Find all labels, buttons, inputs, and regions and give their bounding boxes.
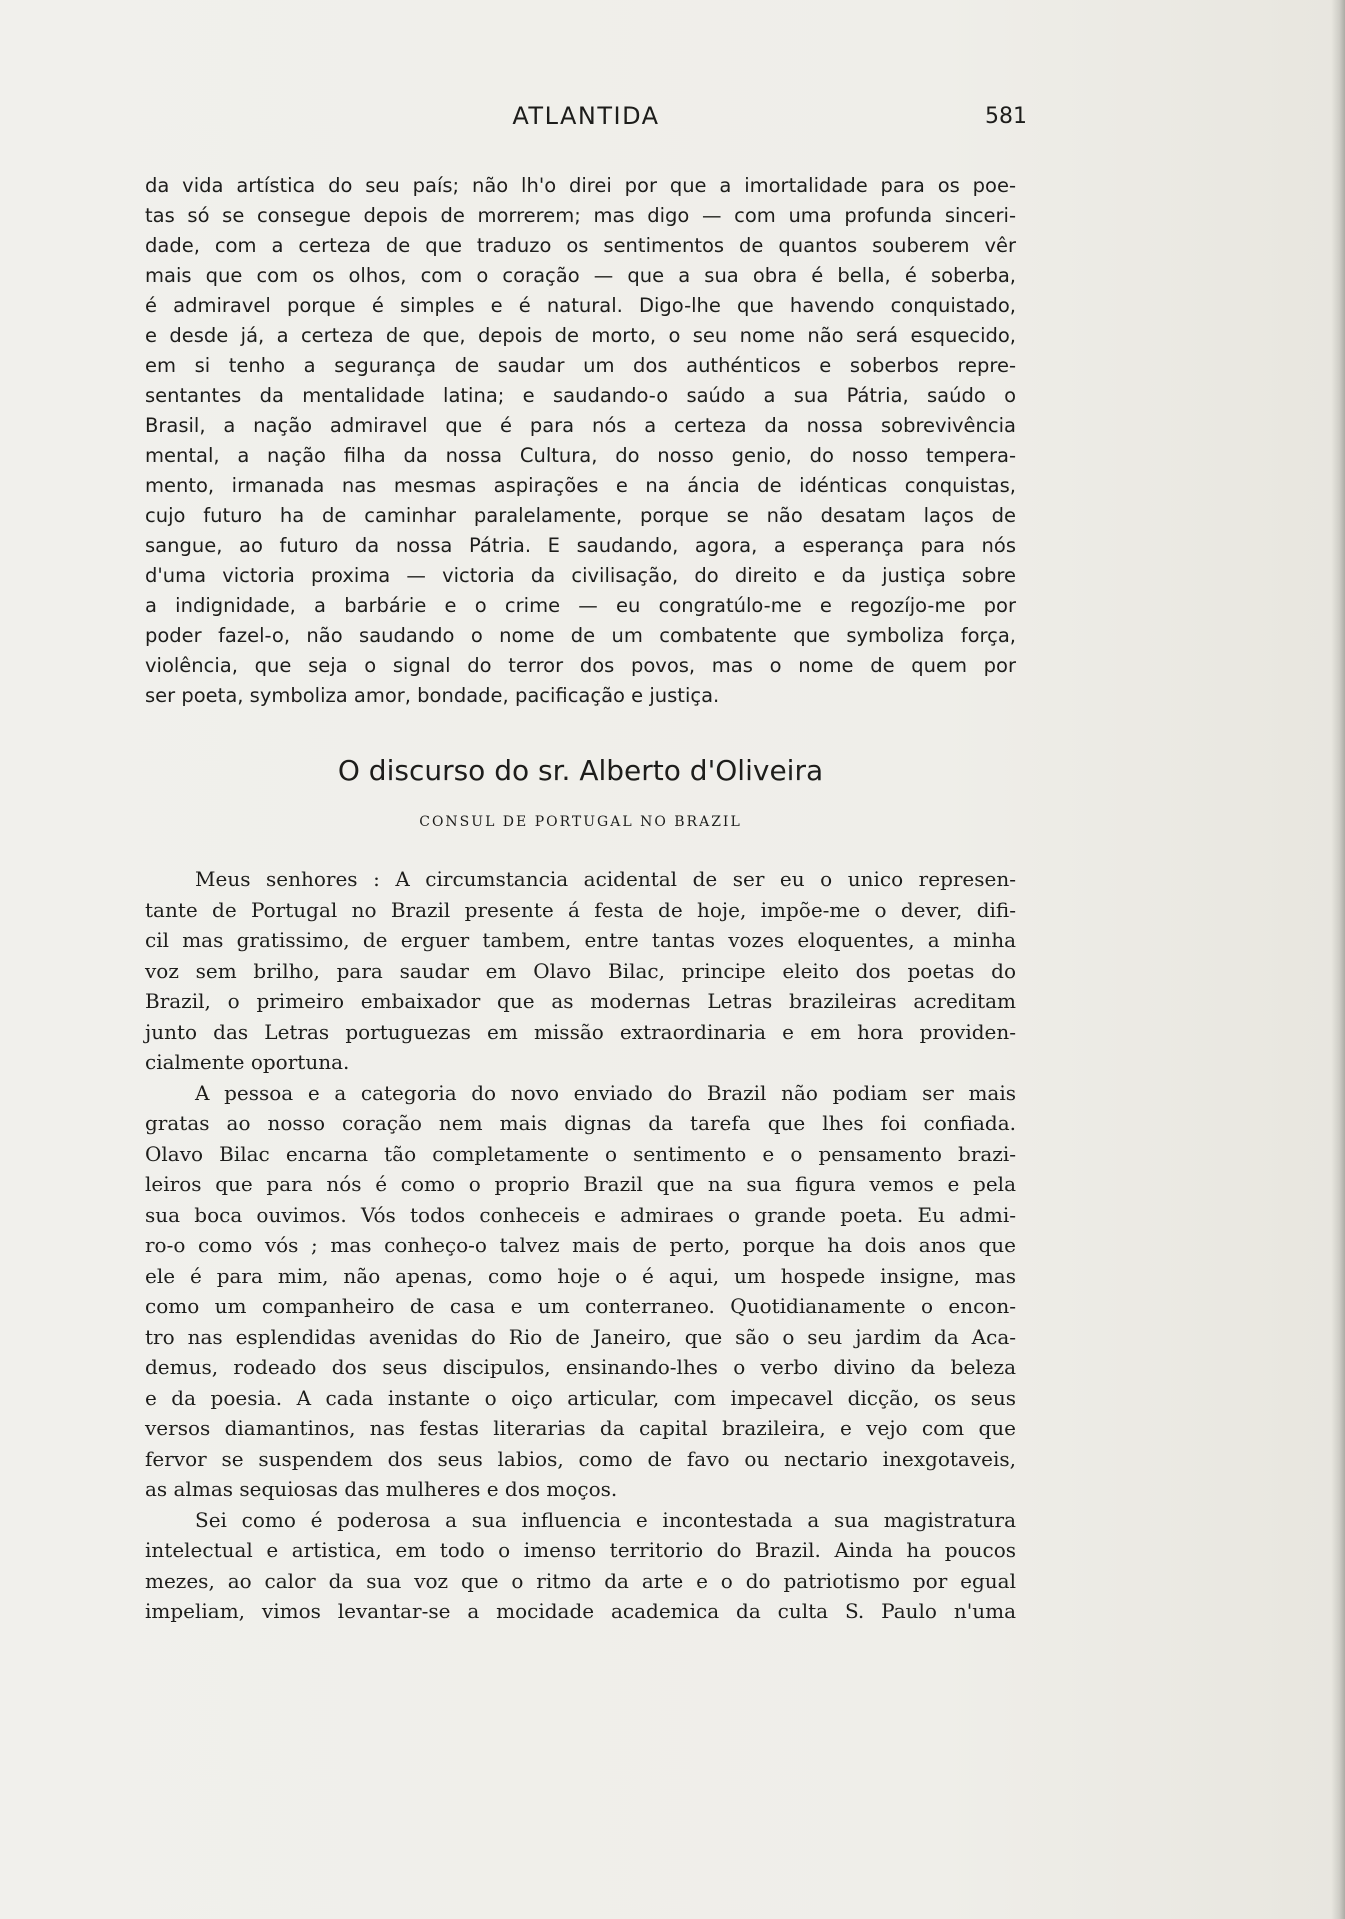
speech-one-text — [145, 171, 1016, 711]
text-line: em si tenho a segurança de saudar um dos authénticos e soberbos repre- — [145, 354, 1016, 377]
text-line: cialmente oportuna. — [145, 1050, 350, 1074]
text-line: junto das Letras portuguezas em missão extraordinaria e em hora providen- — [145, 1019, 1016, 1044]
text-line: gratas ao nosso coração nem mais dignas da tarefa que lhes foi confiada. — [145, 1111, 1016, 1135]
text-line: Olavo Bilac encarna tão completamente o sentimento e o pensamento brazi- — [145, 1141, 1016, 1166]
running-header — [145, 102, 1027, 142]
text-line: poder fazel-o, não saudando o nome de um combatente que symboliza força, — [145, 624, 1016, 647]
text-line: d'uma victoria proxima — victoria da civilisação, do direito e da justiça sobre — [145, 564, 1016, 587]
text-line: demus, rodeado dos seus discipulos, ensinando-lhes o verbo divino da beleza — [145, 1355, 1016, 1379]
text-line: ro-o como vós ; mas conheço-o talvez mais de perto, porque ha dois anos que — [145, 1233, 1016, 1257]
text-line: voz sem brilho, para saudar em Olavo Bilac, principe eleito dos poetas do — [145, 958, 1016, 983]
text-line: dade, com a certeza de que traduzo os sentimentos de quantos souberem vêr — [145, 234, 1016, 257]
text-line: impeliam, vimos levantar-se a mocidade academica da culta S. Paulo n'uma — [145, 1599, 1016, 1623]
text-line: e da poesia. A cada instante o oiço articular, com impecavel dicção, os seus — [145, 1385, 1016, 1410]
text-line: sua boca ouvimos. Vós todos conheceis e admiraes o grande poeta. Eu admi- — [145, 1202, 1016, 1227]
page-number: 581 — [985, 104, 1027, 129]
text-line: Meus senhores : A circumstancia acidental de ser eu o unico represen- — [195, 867, 1016, 891]
text-line: fervor se suspendem dos seus labios, como de favo ou nectario inexgotaveis, — [145, 1446, 1016, 1471]
text-line: cil mas gratissimo, de erguer tambem, entre tantas vozes eloquentes, a minha — [145, 928, 1016, 952]
text-line: e desde já, a certeza de que, depois de morto, o seu nome não será esquecido, — [145, 324, 1016, 347]
section-subtitle: CONSUL DE PORTUGAL NO BRAZIL — [419, 814, 742, 830]
text-line: A pessoa e a categoria do novo enviado do Brazil não podiam ser mais — [195, 1080, 1016, 1105]
text-line: versos diamantinos, nas festas literarias da capital brazileira, e vejo com que — [145, 1416, 1016, 1440]
text-line: sangue, ao futuro da nossa Pátria. E saudando, agora, a esperança para nós — [145, 534, 1016, 557]
text-line: mento, irmanada nas mesmas aspirações e na áncia de idénticas conquistas, — [145, 474, 1016, 497]
text-line: leiros que para nós é como o proprio Brazil que na sua figura vemos e pela — [145, 1172, 1016, 1196]
text-line: ele é para mim, não apenas, como hoje o é aqui, um hospede insigne, mas — [145, 1263, 1016, 1288]
text-line: as almas sequiosas das mulheres e dos moços. — [145, 1477, 618, 1501]
text-line: sentantes da mentalidade latina; e saudando-o saúdo a sua Pátria, saúdo o — [145, 384, 1016, 407]
text-line: é admiravel porque é simples e é natural. Digo-lhe que havendo conquistado, — [145, 294, 1016, 317]
speech-two-text — [145, 864, 1016, 1627]
text-line: como um companheiro de casa e um conterraneo. Quotidianamente o encon- — [145, 1294, 1016, 1318]
text-line: Brazil, o primeiro embaixador que as modernas Letras brazileiras acreditam — [145, 989, 1016, 1013]
text-line: cujo futuro ha de caminhar paralelamente, porque se não desatam laços de — [145, 504, 1016, 527]
text-line: violência, que seja o signal do terror dos povos, mas o nome de quem por — [145, 654, 1016, 677]
text-line: mais que com os olhos, com o coração — que a sua obra é bella, é soberba, — [145, 264, 1016, 287]
text-line: da vida artística do seu país; não lh'o direi por que a imortalidade para os poe- — [145, 174, 1016, 197]
text-line: intelectual e artistica, em todo o imenso territorio do Brazil. Ainda ha poucos — [145, 1538, 1016, 1562]
text-line: tante de Portugal no Brazil presente á festa de hoje, impõe-me o dever, difi- — [145, 897, 1016, 922]
page-edge-shadow — [1331, 0, 1345, 1919]
text-line: ser poeta, symboliza amor, bondade, pacificação e justiça. — [145, 684, 720, 707]
text-line: a indignidade, a barbárie e o crime — eu congratúlo-me e regozíjo-me por — [145, 594, 1016, 617]
running-title: ATLANTIDA — [512, 102, 660, 130]
text-line: mental, a nação filha da nossa Cultura, do nosso genio, do nosso tempera- — [145, 444, 1016, 467]
text-line: mezes, ao calor da sua voz que o ritmo da arte e o do patriotismo por egual — [145, 1568, 1016, 1593]
text-line: Sei como é poderosa a sua influencia e incontestada a sua magistratura — [195, 1507, 1016, 1532]
text-line: tro nas esplendidas avenidas do Rio de Janeiro, que são o seu jardim da Aca- — [145, 1324, 1016, 1349]
section-title: O discurso do sr. Alberto d'Oliveira — [337, 754, 824, 787]
text-line: tas só se consegue depois de morrerem; mas digo — com uma profunda sinceri- — [145, 204, 1016, 227]
text-line: Brasil, a nação admiravel que é para nós a certeza da nossa sobrevivência — [145, 414, 1016, 437]
